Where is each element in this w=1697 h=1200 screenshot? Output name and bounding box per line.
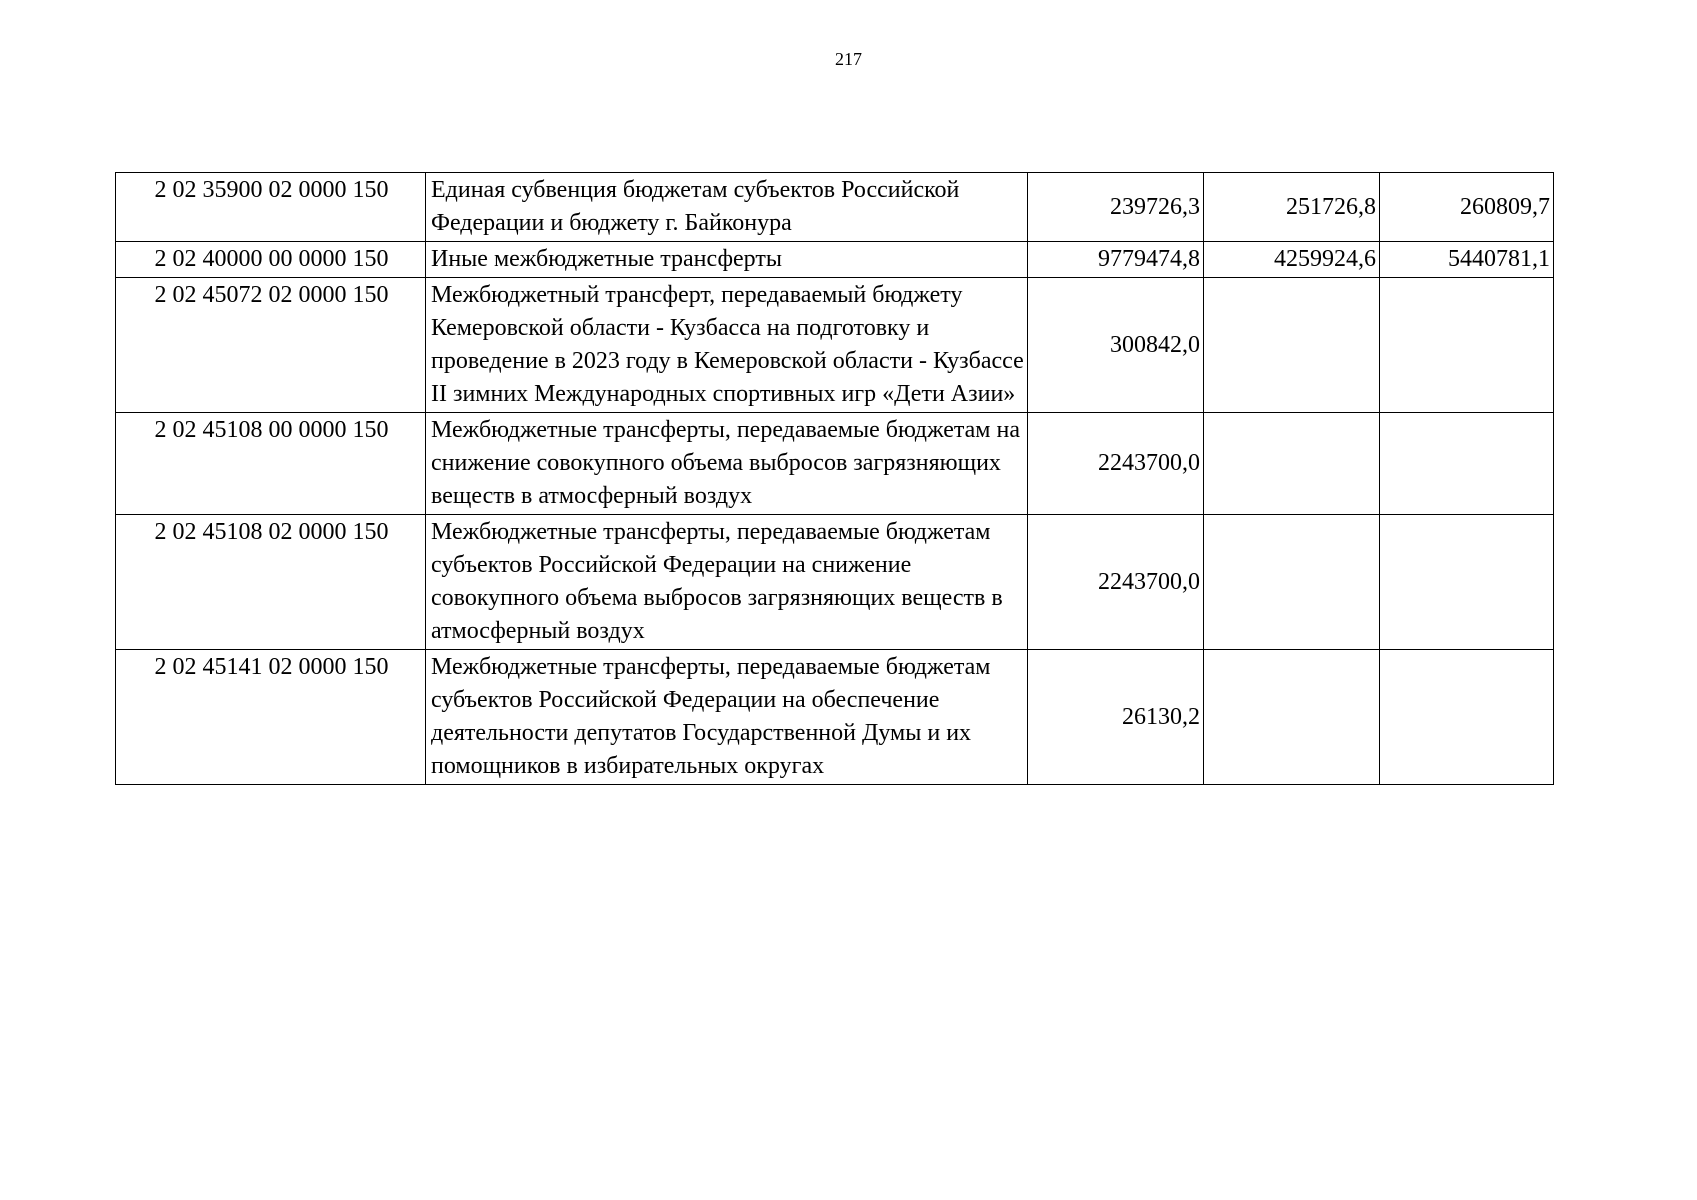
amount-cell-3: 260809,7	[1380, 173, 1554, 242]
budget-revenue-table	[115, 172, 1554, 785]
amount-cell-1: 26130,2	[1028, 650, 1204, 785]
description-cell: Иные межбюджетные трансферты	[426, 242, 1028, 278]
description-cell: Межбюджетные трансферты, передаваемые бюджетам субъектов Российской Федерации на снижение совокупного объема выбросов загрязняющих веществ в атмосферный воздух	[426, 515, 1028, 650]
amount-cell-1: 9779474,8	[1028, 242, 1204, 278]
table-row	[116, 278, 1554, 413]
amount-cell-2	[1204, 278, 1380, 413]
table-row	[116, 650, 1554, 785]
budget-code-cell: 2 02 45108 02 0000 150	[116, 515, 426, 650]
amount-cell-1: 300842,0	[1028, 278, 1204, 413]
amount-cell-2	[1204, 650, 1380, 785]
amount-cell-2: 4259924,6	[1204, 242, 1380, 278]
amount-cell-3	[1380, 278, 1554, 413]
amount-cell-2	[1204, 515, 1380, 650]
budget-code-cell: 2 02 45072 02 0000 150	[116, 278, 426, 413]
table-row	[116, 173, 1554, 242]
table-row	[116, 515, 1554, 650]
amount-cell-1: 239726,3	[1028, 173, 1204, 242]
page-number: 217	[835, 49, 862, 69]
budget-code-cell: 2 02 45108 00 0000 150	[116, 413, 426, 515]
amount-cell-3	[1380, 515, 1554, 650]
description-cell: Межбюджетный трансферт, передаваемый бюджету Кемеровской области - Кузбасса на подготовку и проведение в 2023 году в Кемеровской области - Кузбассе II зимних Международных спортивных игр «Дети Азии»	[426, 278, 1028, 413]
description-cell: Межбюджетные трансферты, передаваемые бюджетам на снижение совокупного объема выбросов загрязняющих веществ в атмосферный воздух	[426, 413, 1028, 515]
amount-cell-3	[1380, 650, 1554, 785]
table-row	[116, 242, 1554, 278]
amount-cell-2	[1204, 413, 1380, 515]
description-cell: Межбюджетные трансферты, передаваемые бюджетам субъектов Российской Федерации на обеспечение деятельности депутатов Государственной Думы и их помощников в избирательных округах	[426, 650, 1028, 785]
amount-cell-3: 5440781,1	[1380, 242, 1554, 278]
table-row	[116, 413, 1554, 515]
amount-cell-2: 251726,8	[1204, 173, 1380, 242]
budget-code-cell: 2 02 45141 02 0000 150	[116, 650, 426, 785]
description-cell: Единая субвенция бюджетам субъектов Российской Федерации и бюджету г. Байконура	[426, 173, 1028, 242]
amount-cell-1: 2243700,0	[1028, 413, 1204, 515]
amount-cell-3	[1380, 413, 1554, 515]
budget-code-cell: 2 02 35900 02 0000 150	[116, 173, 426, 242]
budget-code-cell: 2 02 40000 00 0000 150	[116, 242, 426, 278]
amount-cell-1: 2243700,0	[1028, 515, 1204, 650]
